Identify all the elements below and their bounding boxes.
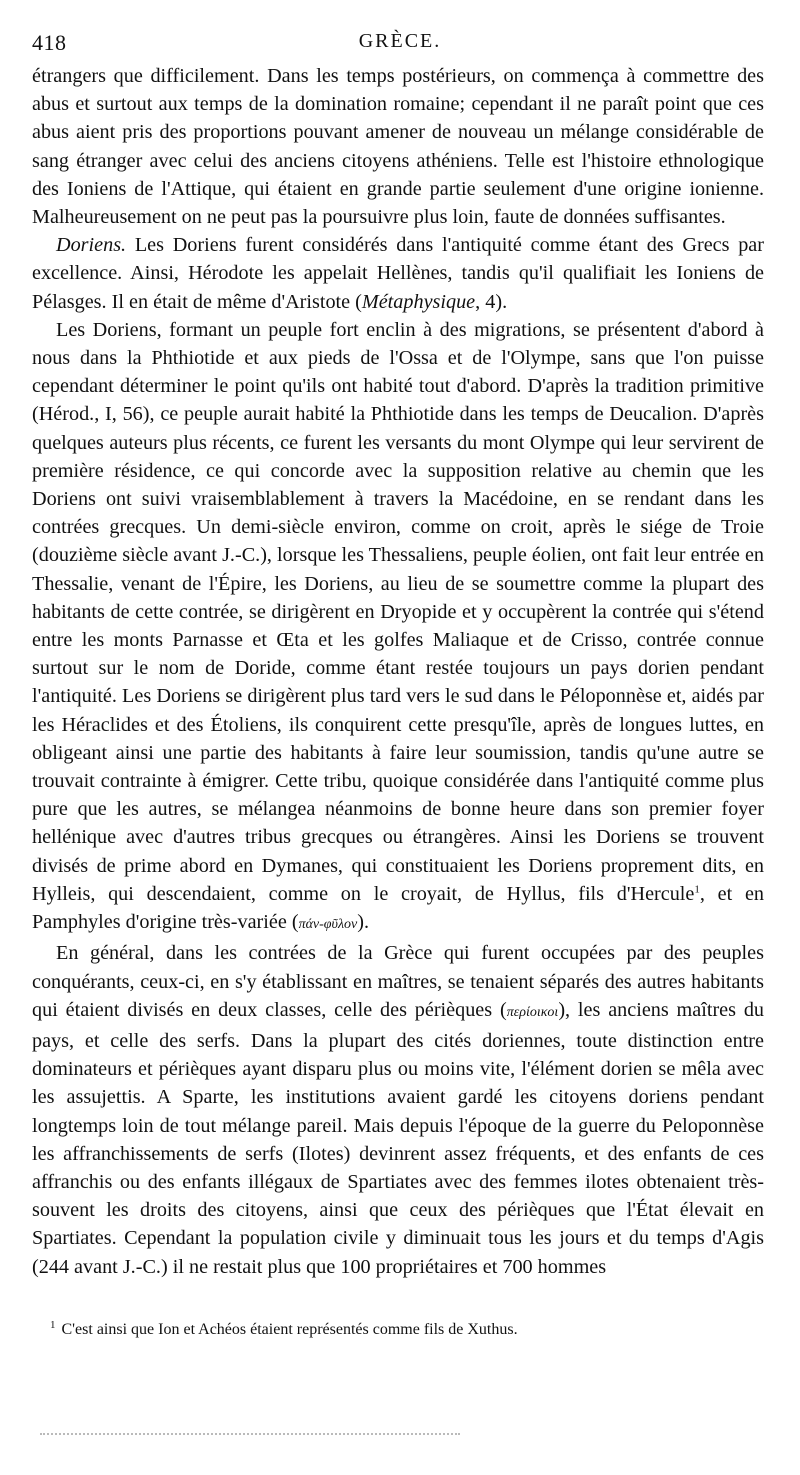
paragraph-text: En général, dans les contrées de la Grèce qui furent occupées par des peuples conquérants, ceux-ci, en s'y établissant en maîtres, se tenaient séparés des autres habitants qui étaient divisés en deux classes, celle des périèques (	[32, 942, 764, 1021]
footnote-reference[interactable]: 1	[694, 883, 700, 896]
paragraph-text: , et en Pamphyles d'origine très-variée (	[32, 882, 765, 934]
footnote	[50, 1319, 770, 1341]
page-header	[0, 30, 800, 60]
paragraph-doriens	[32, 231, 764, 316]
paragraph-text: Les Doriens furent considérés dans l'antiquité comme étant des Grecs par excellence. Ainsi, Hérodote les appelait Hellènes, tandis qu'il qualifiait les Ioniens de Pélasges. Il en était de même d'Aristote (	[32, 234, 764, 313]
paragraph-continuation: étrangers que difficilement. Dans les temps postérieurs, on commença à commettre des abus et surtout aux temps de la domination romaine; cependant il ne paraît point que ces abus aient pris des proportions pouvant amener de nouveau un mélange considérable de sang étranger avec celui des anciens citoyens athéniens. Telle est l'histoire ethnologique des Ioniens de l'Attique, qui étaient en grande partie seulement d'une origine ionienne. Malheureusement on ne peut pas la poursuivre plus loin, faute de données suffisantes.	[32, 65, 764, 229]
greek-term: περίοικοι	[506, 1004, 559, 1020]
body-text	[32, 62, 764, 1281]
paragraph-text-end: ).	[357, 911, 370, 934]
page-number: 418	[32, 30, 67, 55]
paragraph-text-end: , 4).	[475, 290, 508, 313]
paragraph-general	[32, 939, 764, 1280]
section-lead: Doriens.	[56, 234, 127, 257]
cited-work: Métaphysique	[361, 290, 476, 313]
running-title: GRÈCE.	[358, 30, 442, 52]
footnote-mark: 1	[50, 1318, 56, 1331]
greek-term: πάν-φῦλον	[298, 917, 358, 933]
paragraph-text: Les Doriens, formant un peuple fort enclin à des migrations, se présentent d'abord à nous dans la Phthiotide et aux pieds de l'Ossa et de l'Olympe, sans que l'on puisse cependant déterminer le point qu'ils ont habité tout d'abord. D'après la tradition primitive (Hérod., I, 56), ce peuple aurait habité la Phthiotide dans les temps de Deucalion. D'après quelques auteurs plus récents, ce furent les versants du mont Olympe qui leur servirent de première résidence, ce qui concorde avec la supposition relative au chemin que les Doriens ont suivi vraisemblablement à travers la Macédoine, en se rendant dans les contrées grecques. Un demi-siècle environ, comme on croit, après le siége de Troie (douzième siècle avant J.-C.), lorsque les Thessaliens, peuple éolien, ont fait leur entrée en Thessalie, venant de l'Épire, les Doriens, au lieu de se soumettre comme la plupart des habitants de cette contrée, se dirigèrent en Dryopide et y occupèrent la contrée qui s'étend entre les monts Parnasse et Œta et les golfes Maliaque et de Crisso, contrée connue surtout sur le nom de Doride, comme étant restée toujours un pays dorien pendant l'antiquité. Les Doriens se dirigèrent plus tard vers le sud dans le Péloponnèse et, aidés par les Héraclides et des Étoliens, ils conquirent cette presqu'île, après de longues luttes, en obligeant ainsi une partie des habitants à faire leur soumission, tandis qu'une autre se trouvait contrainte à émigrer. Cette tribu, quoique considérée dans l'antiquité comme plus pure que les autres, se mélangea néanmoins de bonne heure dans son premier foyer hellénique avec d'autres tribus grecques ou étrangères. Ainsi les Doriens se trouvent divisés de prime abord en Dymanes, qui constituaient les Doriens proprement dits, en Hylleis, qui descendaient, comme on le croyait, de Hyllus, fils d'Hercule	[32, 318, 764, 905]
paragraph-migrations	[32, 316, 764, 939]
footnote-text: C'est ainsi que Ion et Achéos étaient représentés comme fils de Xuthus.	[61, 1321, 518, 1338]
paragraph-text: ), les anciens maîtres du pays, et celle des serfs. Dans la plupart des cités doriennes, toute distinction entre dominateurs et périèques ayant disparu plus ou moins vite, l'élément dorien se mêla avec les assujettis. A Sparte, les institutions avaient gardé les citoyens doriens pendant longtemps loin de tout mélange pareil. Mais depuis l'époque de la guerre du Peloponnèse les affranchissements de serfs (Ilotes) devinrent assez fréquents, et des enfants de ces affranchis ou des enfants illégaux de Spartiates avec des femmes ilotes obtenaient très-souvent les droits des citoyens, ainsi que ceux des périèques que l'État élevait en Spartiates. Cependant la population civile y diminuait tous les jours et du temps d'Agis (244 avant J.-C.) il ne restait plus que 100 propriétaires et 700 hommes	[32, 998, 765, 1278]
scan-artifact-divider	[40, 1433, 460, 1439]
